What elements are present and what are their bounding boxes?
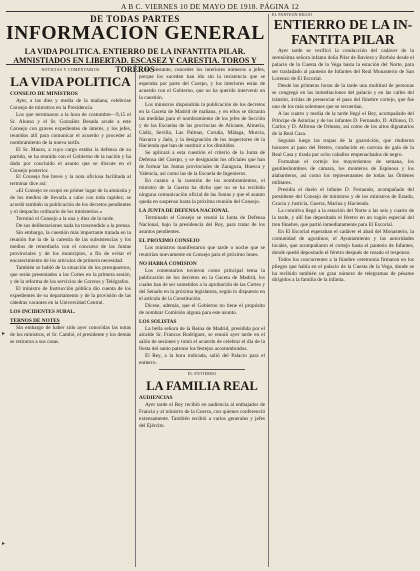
- col2-title: LA FAMILIA REAL: [146, 379, 258, 394]
- margin-mark: ▸: [2, 541, 6, 547]
- col1-paragraph: También se habló de la situación de los presupuestos, que serán presentados a las Cortes en la primera sesión, y de la reforma de los servicios de Correos y Telégrafos.: [10, 264, 131, 285]
- column-1: [10, 67, 131, 567]
- col2-paragraph: Se aplicará a esta cuestión el criterio de la Junta de Defensa del Cuerpo, y se designarán los oficiales que han de formar las Juntas provinciales de Zaragoza, Huesca y Valencia, así como las de la Escuela de Ingenieros.: [139, 150, 265, 178]
- column-rule-1: [135, 64, 136, 567]
- col1-paragraph: Ayer, a las diez y media de la mañana, celebróse Consejo de ministros en la Presidencia.: [10, 98, 131, 111]
- col2-paragraph: no obstante, conceder los interiores números a jefes, porque los suceden han ido sin la resistencia que se esperaba por parte del Cuerpo, y los interiores están de acuerdo con el Gobierno, que no ha querido intervenir en la cuestión.: [139, 67, 265, 101]
- col2-paragraph: Los comentarios tuvieron como principal tema la publicación de los decretos en la Gaceta de Madrid, los cuales han de ser sometidos a la aprobación de las Cortes y del Senado en la próxima legislatura, según lo dispuesto en el artículo de la Constitución.: [139, 267, 265, 302]
- col2-paragraph: La bella señora de la Reina de Madrid, presidida por el alcalde Sr. Francos Rodríguez, se reunió ayer tarde en el salón de sesiones y tomó el acuerdo de celebrar el día de la fiesta del santo patrono los festejos acostumbrados.: [139, 325, 265, 353]
- col2-paragraph: Los ministros manifestaron que tarde o noche que se reunirían nuevamente en Consejo para el próximo lunes.: [139, 244, 265, 258]
- col2-paragraph: En cuanto a la cuestión de los nombramientos, el ministro de la Guerra ha dicho que no se ha recibido ninguna comunicación oficial de las Juntas y que el asunto queda en suspenso hasta la próxima reunión del Consejo.: [139, 178, 265, 206]
- col3-paragraph: Todos los concurrentes a la fúnebre ceremonia firmaron en los pliegos que había en el palacio de la Cuesta de la Vega, donde se ha recibido también un gran número de telegramas de pésame dirigidos a la familia de la infanta.: [272, 256, 414, 284]
- col1-paragraph: Terminó el Consejo a la una y diez de la tarde.: [16, 216, 115, 223]
- section-subtitle: LA VIDA POLITICA. ENTIERRO DE LA INFANTITA PILAR. AMNISTIADOS EN LIBERTAD. ESCASEZ Y CARESTIA. TOROS Y TOREROS: [13, 47, 257, 74]
- col3-kicker: EL PANTEON REGIO: [272, 13, 313, 17]
- running-header: A B C. VIERNES 10 DE MAYO DE 1918. PÁGINA 12: [121, 2, 299, 11]
- col3-paragraph: Seguían luego las tropas de la guarnición, que rindieron honores al paso del féretro, conducido en carroza de gala de la Real Casa y tirada por ocho caballos empenachados de negro.: [272, 138, 414, 159]
- col1-title: LA VIDA POLITICA: [10, 74, 131, 89]
- margin-mark: ▸: [2, 331, 6, 337]
- col3-title-line-2: FANTITA PILAR: [291, 31, 395, 47]
- column-3: [272, 13, 414, 567]
- header-rule: [6, 11, 414, 12]
- column-2: [139, 67, 265, 567]
- section-title: INFORMACION GENERAL: [6, 23, 265, 44]
- section-rule: [6, 64, 264, 65]
- col2-divider: [159, 369, 245, 370]
- col3-paragraph: En El Escorial esperaban el cadáver el abad del Monasterio, la comunidad de agustinos, el Ayuntamiento y las autoridades locales, que acompañaron el cortejo hasta el panteón de Infantes, donde quedó depositado el féretro después de rezado el responso.: [272, 228, 414, 256]
- col2-paragraph: Ayer tarde el Rey recibió en audiencia al embajador de Francia y al ministro de la Guerra, con quienes conferenció extensamente. También recibió a varios generales y jefes del Ejército.: [139, 402, 265, 430]
- col2-paragraph: Los ministros dispondrán la publicación de los decretos en la Gaceta de Madrid de mañana, y en ellos se dictarán las medidas para el nombramiento de los jefes de Sección y de las Escuelas de las provincias de Alicante, Almería, Cádiz, Sevilla, Las Palmas, Coruña, Málaga, Murcia, Navarra y Jaén, y la designación de los inspectores de la Hacienda que han de sustituir a los dimitidos.: [139, 101, 265, 150]
- col1-kicker: NOTICIAS Y COMENTARIOS: [41, 68, 100, 72]
- col3-paragraph: Ayer tarde se verificó la conducción del cadáver de la serenísima señora infanta doña Pilar de Baviera y Borbón desde el palacio de la Cuesta de la Vega hasta la estación del Norte, para ser trasladado al panteón de Infantes del Real Monasterio de San Lorenzo de El Escorial.: [272, 48, 414, 82]
- col3-paragraph: Presidía el duelo el infante D. Fernando, acompañado del presidente del Consejo de ministros y de los ministros de Estado, Gracia y Justicia, Guerra, Marina y Hacienda.: [272, 187, 414, 207]
- col1-subhead-2: LOS INCIDENTES SUBAL.: [10, 308, 76, 315]
- col3-paragraph: La comitiva llegó a la estación del Norte a las seis y cuarto de la tarde, y allí fue depositado el féretro en un vagón especial del tren fúnebre, que partió inmediatamente para El Escorial.: [272, 207, 414, 228]
- col2-paragraph: Terminado el Consejo se reunió la Junta de Defensa Nacional, bajo la presidencia del Rey, para tratar de los asuntos pendientes.: [139, 215, 265, 235]
- col2-subhead: AUDIENCIAS: [139, 395, 173, 402]
- col1-paragraph: El ministro de Instrucción pública dio cuenta de los expedientes de su departamento y de la provisión de las cátedras vacantes en la Universidad Central.: [10, 285, 131, 306]
- col1-paragraph: Sin embargo, la cuestión más importante tratada en la reunión fue la de la carestía de las subsistencias y los medios de remediarla con el concurso de las Juntas provinciales y de los municipios, a fin de evitar el encarecimiento de los artículos de primera necesidad.: [10, 230, 131, 264]
- col1-paragraph: Los que terminaron a la hora de costumbre—9,15 el Sr. Alonso y el Sr. González Besada acude a este Consejo con graves expedientes de interés, y los jefes, reunidos allí para comunicar el acuerdo y proceder al nombramiento de la nueva tarifa.: [10, 111, 131, 146]
- col2-subhead: LA JUNTA DE DEFENSA NACIONAL: [139, 208, 229, 215]
- col3-paragraph: Desde las primeras horas de la tarde una multitud de personas se congregó en las inmediaciones del palacio y en las calles del tránsito, ávidas de presenciar el paso del fúnebre cortejo, que fue uno de los más solemnes que se recuerdan.: [272, 82, 414, 110]
- col1-subhead-3: TERNOS DE NOTES: [10, 317, 60, 324]
- col1-paragraph: El Consejo fue breve y la nota oficiosa facilitada al terminar dice así:: [10, 174, 131, 188]
- col3-paragraph: Formaban el cortejo los mayordomos de semana, los gentileshombres de cámara, los monteros de Espinosa y los alabarderos, así como los representantes de todas las Órdenes militares.: [272, 159, 414, 187]
- section-kicker: DE TODAS PARTES: [90, 14, 180, 24]
- col3-paragraph: A las cuatro y media de la tarde llegó el Rey, acompañado del Príncipe de Asturias y de los infantes D. Fernando, D. Alfonso, D. Carlos y D. Alfonso de Orleans, así como de los altos dignatarios de la Real Casa.: [272, 110, 414, 138]
- col1-paragraph: «El Consejo se ocupó en primer lugar de la amnistía y de los medios de llevarla a cabo con toda rapidez; se acordó también la publicación de los decretos pendientes y el despacho ordinario de los ministerios.»: [10, 188, 131, 216]
- col1-paragraph: Sin embargo de haber sido ayer conocidas las notas de los ministros, el Sr. Cambó, el presidente y los demás se retiraron a sus casas.: [10, 324, 131, 345]
- col2-paragraph: El Rey, a la hora indicada, salió del Palacio para el entierro.: [139, 353, 265, 367]
- col1-paragraph: De sus deliberaciones nada ha trascendido a la prensa.: [16, 223, 131, 230]
- col1-subhead: CONSEJO DE MINISTROS: [10, 91, 78, 97]
- col2-kicker: EL ENTIERRO: [187, 372, 217, 377]
- col2-paragraph: Dícese, además, que el Gobierno no tiene el propósito de nombrar Comisión alguna para este asunto.: [139, 302, 265, 316]
- col3-title-line-1: ENTIERRO DE LA IN-: [273, 17, 413, 32]
- col2-subhead: NO HABRÁ COMISION: [139, 260, 197, 267]
- column-rule-2: [268, 14, 269, 567]
- col2-subhead: EL PROXIMO CONSEJO: [139, 237, 200, 244]
- col1-paragraph: El Sr. Maura, a cuyo cargo estaba la defensa de su partido, se ha reunido con el Gobierno de la nación y ha dado por concluido el asunto que se discute en el Consejo posterior.: [10, 146, 131, 174]
- col2-subhead: LOS SOLISTAS: [139, 318, 177, 325]
